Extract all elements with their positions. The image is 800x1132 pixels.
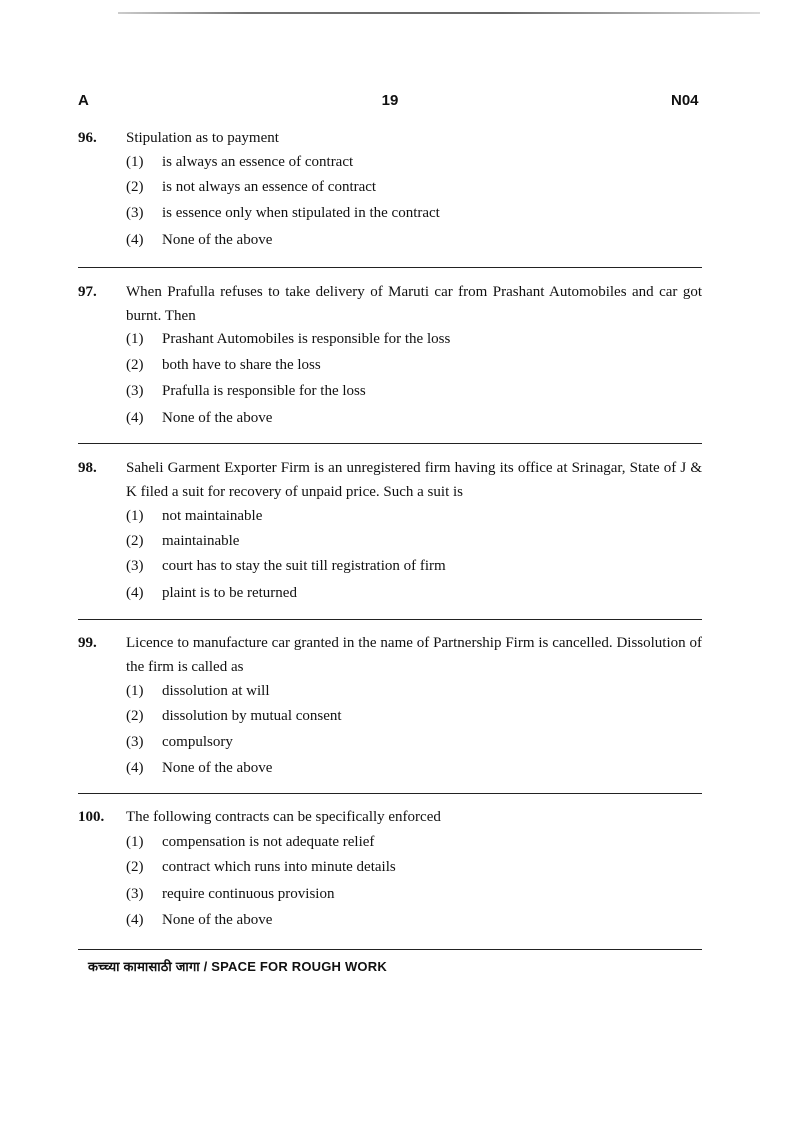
option-2 xyxy=(126,175,376,199)
option-number: (3) xyxy=(126,734,144,750)
question-divider xyxy=(78,793,702,794)
option-text: None of the above xyxy=(162,760,273,776)
option-text: is essence only when stipulated in the contract xyxy=(162,205,440,221)
option-1 xyxy=(126,327,450,351)
option-text: None of the above xyxy=(162,410,273,426)
option-4 xyxy=(126,908,272,932)
option-text: maintainable xyxy=(162,533,240,549)
option-3 xyxy=(126,379,366,403)
set-label: A xyxy=(78,92,89,109)
question-number: 100. xyxy=(78,809,105,825)
option-number: (3) xyxy=(126,558,144,574)
question-number: 96. xyxy=(78,130,97,146)
question-divider xyxy=(78,443,702,444)
question-stem: The following contracts can be specifically enforced xyxy=(126,809,441,825)
option-3 xyxy=(126,730,233,754)
option-number: (1) xyxy=(126,154,144,170)
question-99 xyxy=(78,631,702,781)
option-text: is not always an essence of contract xyxy=(162,179,377,195)
scan-artifact-line xyxy=(118,12,760,14)
question-number: 98. xyxy=(78,460,97,476)
question-stem: Stipulation as to payment xyxy=(126,130,279,146)
option-text: plaint is to be returned xyxy=(162,585,297,601)
option-number: (2) xyxy=(126,357,144,373)
option-4 xyxy=(126,581,297,605)
option-1 xyxy=(126,679,270,703)
option-number: (1) xyxy=(126,508,144,524)
option-text: court has to stay the suit till registration of firm xyxy=(162,558,446,574)
question-98 xyxy=(78,456,702,606)
question-97 xyxy=(78,280,702,430)
question-divider xyxy=(78,267,702,268)
option-number: (3) xyxy=(126,205,144,221)
option-text: both have to share the loss xyxy=(162,357,321,373)
option-2 xyxy=(126,353,321,377)
option-number: (4) xyxy=(126,912,144,928)
option-1 xyxy=(126,830,374,854)
question-96 xyxy=(78,126,702,250)
question-number: 97. xyxy=(78,284,97,300)
option-number: (2) xyxy=(126,179,144,195)
question-stem: Saheli Garment Exporter Firm is an unregistered firm having its office at Srinagar, State of J & K filed a suit for recovery of unpaid price. Such a suit is xyxy=(126,460,702,500)
option-number: (2) xyxy=(126,708,144,724)
option-number: (3) xyxy=(126,886,144,902)
option-2 xyxy=(126,855,396,879)
option-text: dissolution at will xyxy=(162,683,270,699)
option-3 xyxy=(126,201,440,225)
question-stem: Licence to manufacture car granted in the name of Partnership Firm is cancelled. Dissolution of the firm is called as xyxy=(126,635,702,675)
option-number: (4) xyxy=(126,410,144,426)
option-number: (3) xyxy=(126,383,144,399)
option-4 xyxy=(126,228,272,252)
option-text: None of the above xyxy=(162,912,273,928)
option-3 xyxy=(126,554,446,578)
option-text: require continuous provision xyxy=(162,886,335,902)
option-number: (4) xyxy=(126,232,144,248)
question-divider xyxy=(78,619,702,620)
option-number: (1) xyxy=(126,834,144,850)
option-text: contract which runs into minute details xyxy=(162,859,396,875)
option-2 xyxy=(126,529,239,553)
rough-work-label: कच्च्या कामासाठी जागा / SPACE FOR ROUGH WORK xyxy=(88,959,387,974)
option-number: (2) xyxy=(126,859,144,875)
option-1 xyxy=(126,504,262,528)
option-1 xyxy=(126,150,353,174)
option-text: not maintainable xyxy=(162,508,263,524)
option-number: (4) xyxy=(126,585,144,601)
option-3 xyxy=(126,882,334,906)
question-stem: When Prafulla refuses to take delivery of Maruti car from Prashant Automobiles and car got burnt. Then xyxy=(126,284,702,324)
footer-divider xyxy=(78,949,702,950)
paper-code: N04 xyxy=(671,92,699,109)
page-number: 19 xyxy=(381,92,399,109)
option-number: (2) xyxy=(126,533,144,549)
option-text: compensation is not adequate relief xyxy=(162,834,375,850)
option-text: is always an essence of contract xyxy=(162,154,354,170)
option-4 xyxy=(126,406,272,430)
option-number: (1) xyxy=(126,683,144,699)
question-100 xyxy=(78,805,702,933)
option-text: None of the above xyxy=(162,232,273,248)
option-text: Prashant Automobiles is responsible for the loss xyxy=(162,331,451,347)
option-text: Prafulla is responsible for the loss xyxy=(162,383,366,399)
option-number: (4) xyxy=(126,760,144,776)
option-number: (1) xyxy=(126,331,144,347)
option-text: compulsory xyxy=(162,734,233,750)
option-text: dissolution by mutual consent xyxy=(162,708,342,724)
option-2 xyxy=(126,704,342,728)
option-4 xyxy=(126,756,272,780)
question-number: 99. xyxy=(78,635,97,651)
